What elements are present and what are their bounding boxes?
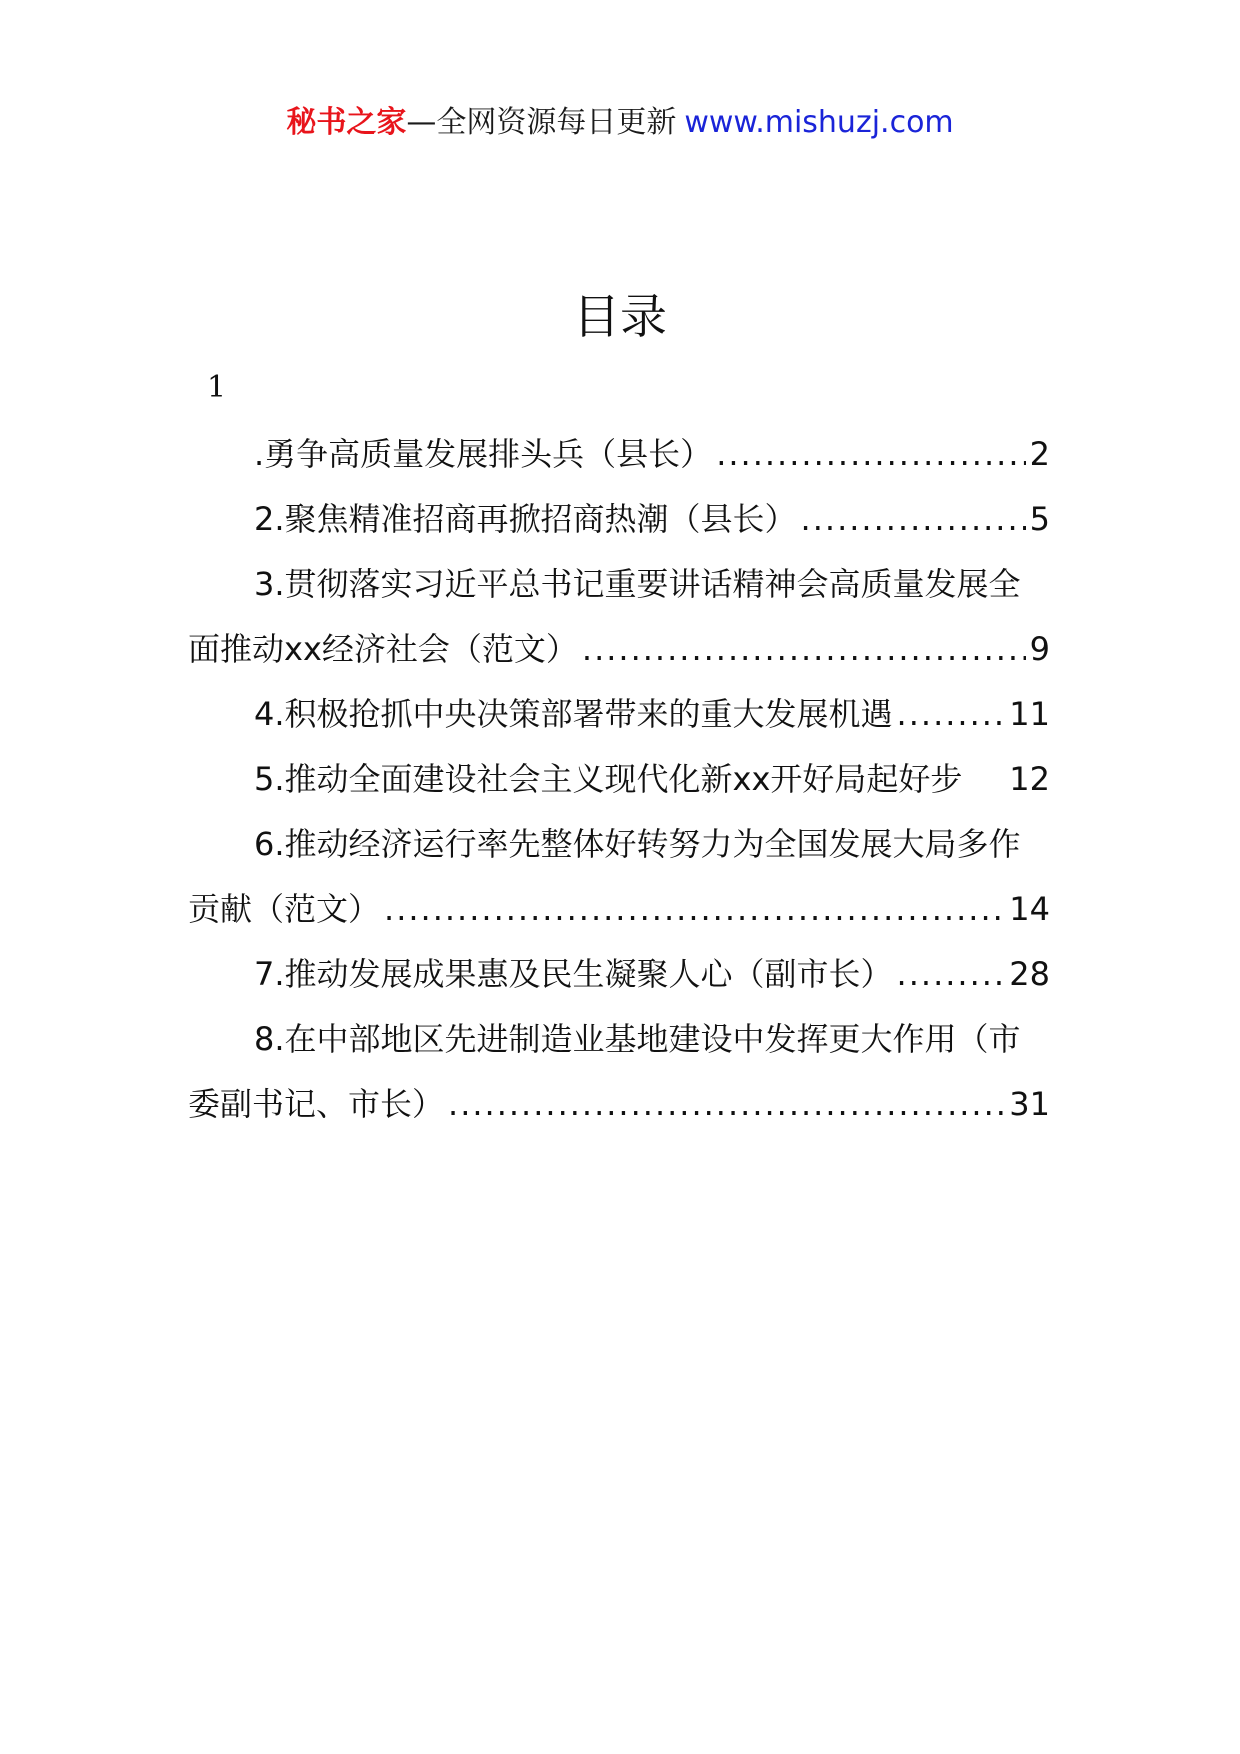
page-number: 1: [207, 370, 227, 405]
toc-entry-page: 11: [1009, 695, 1050, 733]
toc-leader-dots: [897, 942, 1006, 1007]
toc-entry-page: 31: [1009, 1085, 1050, 1123]
toc-leader-dots: [384, 877, 1005, 942]
brand-name: 秘书之家: [286, 105, 407, 140]
toc-entry-title: 4.积极抢抓中央决策部署带来的重大发展机遇: [254, 695, 893, 733]
toc-leader-dots: [897, 682, 1006, 747]
toc-entry-title-line2: 面推动xx经济社会（范文）: [188, 630, 578, 668]
toc-entry[interactable]: [188, 812, 1050, 942]
toc-entry-title-line2: 贡献（范文）: [188, 890, 381, 928]
toc-entry-title-line1: 8.在中部地区先进制造业基地建设中发挥更大作用（市: [254, 1020, 1021, 1058]
toc-entry-title: 2.聚焦精准招商再掀招商热潮（县长）: [254, 500, 797, 538]
toc-entry-title: 7.推动发展成果惠及民生凝聚人心（副市长）: [254, 955, 893, 993]
toc-leader-dots: [716, 422, 1025, 487]
toc-leader-dots: [582, 617, 1026, 682]
header-tagline: —全网资源每日更新: [406, 105, 677, 140]
toc-leader-dots: [448, 1072, 1005, 1137]
website-link[interactable]: www.mishuzj.com: [684, 105, 954, 140]
page-header: [0, 101, 1240, 145]
toc-entry[interactable]: [188, 1007, 1050, 1137]
toc-entry-page: 2: [1029, 435, 1050, 473]
toc-entry[interactable]: [188, 487, 1050, 552]
toc-entry-page: 14: [1009, 890, 1050, 928]
toc-entry[interactable]: [188, 422, 1050, 487]
document-title: 目录: [573, 290, 667, 345]
toc-entry-title-line1: 3.贯彻落实习近平总书记重要讲话精神会高质量发展全: [254, 565, 1021, 603]
toc-entry-title-line1: 6.推动经济运行率先整体好转努力为全国发展大局多作: [254, 825, 1021, 863]
table-of-contents: [188, 422, 1050, 1137]
toc-entry[interactable]: [188, 552, 1050, 682]
toc-entry[interactable]: [188, 682, 1050, 747]
toc-entry-title: .勇争高质量发展排头兵（县长）: [254, 435, 713, 473]
toc-entry-page: 28: [1009, 955, 1050, 993]
toc-entry-page: 9: [1029, 630, 1050, 668]
toc-entry-title: 5.推动全面建设社会主义现代化新xx开好局起好步: [254, 760, 963, 798]
toc-entry[interactable]: [188, 747, 1050, 812]
toc-entry-title-line2: 委副书记、市长）: [188, 1085, 445, 1123]
toc-entry-page: 12: [1009, 760, 1050, 798]
toc-leader-dots: [801, 487, 1026, 552]
toc-entry-page: 5: [1029, 500, 1050, 538]
toc-entry[interactable]: [188, 942, 1050, 1007]
